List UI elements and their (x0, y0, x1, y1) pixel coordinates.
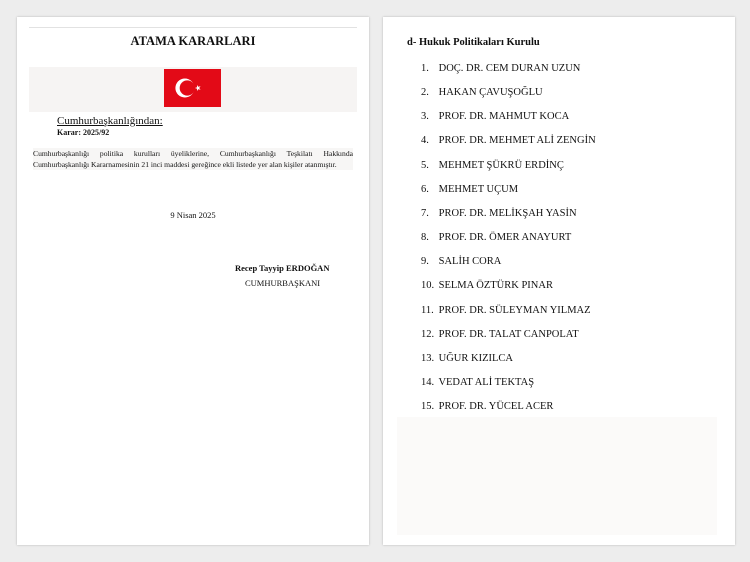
member-name: DOÇ. DR. CEM DURAN UZUN (438, 63, 581, 74)
member-name: SALİH CORA (438, 256, 502, 268)
member-number: 1. (421, 63, 429, 74)
member-number: 3. (421, 111, 429, 123)
member-name: MEHMET UÇUM (438, 183, 519, 195)
member-name: MEHMET ŞÜKRÜ ERDİNÇ (438, 159, 564, 171)
member-number: 7. (421, 207, 429, 219)
signature-title: CUMHURBAŞKANI (245, 278, 321, 288)
decision-date: 9 Nisan 2025 (170, 210, 216, 220)
turkish-flag-icon (163, 69, 222, 107)
member-item (421, 377, 534, 388)
board-title: d- Hukuk Politikaları Kurulu (407, 37, 540, 48)
issuer: Cumhurbaşkanlığından: (57, 115, 163, 127)
member-item (421, 401, 553, 412)
member-name: HAKAN ÇAVUŞOĞLU (438, 87, 543, 99)
decision-text: Cumhurbaşkanlığı politika kurulları üyeliklerine, Cumhurbaşkanlığı Teşkilatı Hakkında Cumhurbaşkanlığı Kararnamesinin 21 inci maddesi gereğince ekli listede yer alan kişiler atanmıştır. (33, 149, 353, 169)
member-name: PROF. DR. MELİKŞAH YASİN (438, 207, 577, 219)
member-name: PROF. DR. SÜLEYMAN YILMAZ (438, 304, 591, 316)
member-number: 10. (421, 280, 435, 292)
member-item (421, 184, 518, 195)
member-item (421, 87, 543, 98)
signature-name: Recep Tayyip ERDOĞAN (235, 263, 330, 273)
member-name: SELMA ÖZTÜRK PINAR (438, 280, 553, 292)
member-number: 2. (421, 87, 429, 99)
page-title: ATAMA KARARLARI (130, 34, 256, 48)
member-item (421, 280, 553, 291)
member-item (421, 63, 580, 74)
member-number: 8. (421, 232, 429, 244)
decision-number: Karar: 2025/92 (57, 128, 110, 137)
member-name: PROF. DR. MAHMUT KOCA (438, 111, 570, 123)
member-item (421, 111, 569, 122)
member-name: PROF. DR. ÖMER ANAYURT (438, 232, 572, 244)
member-name: UĞUR KIZILCA (438, 352, 513, 364)
left-page (17, 17, 369, 545)
top-rule (29, 27, 357, 28)
page-shade (397, 417, 717, 535)
member-item (421, 329, 579, 340)
member-number: 15. (421, 401, 435, 413)
member-item (421, 208, 577, 219)
member-number: 9. (421, 256, 429, 268)
right-page (383, 17, 735, 545)
member-item (421, 135, 596, 146)
member-item (421, 232, 571, 243)
member-number: 11. (421, 304, 434, 316)
member-item (421, 256, 501, 267)
member-item (421, 305, 591, 316)
member-number: 12. (421, 328, 435, 340)
member-number: 4. (421, 135, 429, 147)
member-number: 13. (421, 352, 435, 364)
member-name: VEDAT ALİ TEKTAŞ (438, 376, 535, 388)
member-name: PROF. DR. TALAT CANPOLAT (438, 328, 579, 340)
member-number: 5. (421, 159, 429, 171)
member-number: 14. (421, 376, 435, 388)
member-name: PROF. DR. MEHMET ALİ ZENGİN (438, 135, 596, 147)
member-item (421, 353, 513, 364)
member-number: 6. (421, 183, 429, 195)
member-name: PROF. DR. YÜCEL ACER (438, 401, 554, 413)
member-item (421, 160, 564, 171)
